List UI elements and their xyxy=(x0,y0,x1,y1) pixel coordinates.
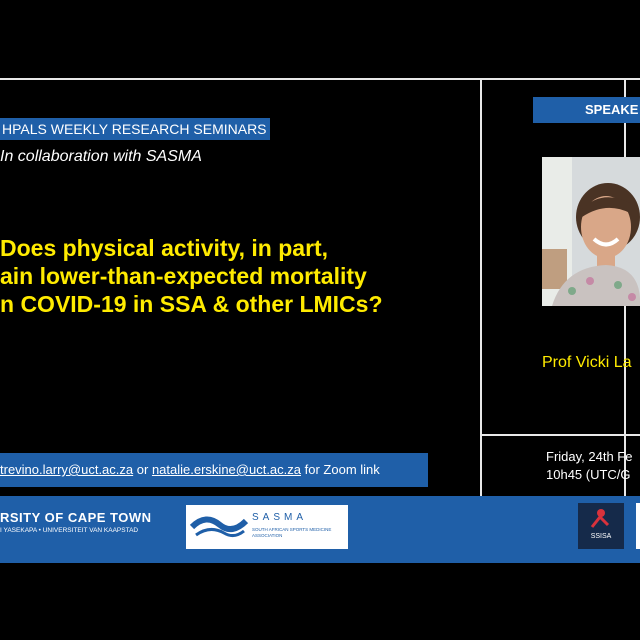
logo-footer xyxy=(0,496,640,563)
sasma-swoosh-icon xyxy=(186,505,250,549)
contact-suffix: for Zoom link xyxy=(304,462,380,477)
contact-connector: or xyxy=(136,462,149,477)
divider-top xyxy=(0,78,640,80)
uct-logo-name: RSITY OF CAPE TOWN xyxy=(0,510,152,525)
seminar-schedule xyxy=(546,448,632,484)
ssisa-runner-icon xyxy=(578,503,624,531)
question-line: ain lower-than-expected mortality xyxy=(0,263,367,289)
seminar-question xyxy=(0,234,478,318)
speaker-banner: SPEAKE xyxy=(533,97,640,123)
uct-logo xyxy=(0,510,152,534)
question-line: n COVID-19 in SSA & other LMICs? xyxy=(0,291,383,317)
sasma-subtitle: SOUTH AFRICAN SPORTS MEDICINE ASSOCIATION xyxy=(252,527,332,538)
series-title: HPALS WEEKLY RESEARCH SEMINARS xyxy=(0,118,270,140)
letterbox-top xyxy=(0,0,640,78)
video-slide[interactable] xyxy=(0,78,640,563)
collaboration-text: In collaboration with SASMA xyxy=(0,148,202,165)
contact-banner xyxy=(0,453,428,487)
email-link-erskine[interactable]: natalie.erskine@uct.ac.za xyxy=(151,462,302,477)
divider-vertical xyxy=(480,80,482,500)
speaker-photo xyxy=(542,157,640,306)
sasma-name: SASMA xyxy=(252,512,308,523)
uct-logo-subtitle: I YASEKAPA • UNIVERSITEIT VAN KAAPSTAD xyxy=(0,527,139,534)
logo-strip xyxy=(636,503,640,549)
sasma-logo xyxy=(186,505,348,549)
letterbox-bottom xyxy=(0,563,640,640)
ssisa-logo xyxy=(578,503,624,549)
ssisa-label: SSISA xyxy=(590,533,612,540)
email-link-trevino[interactable]: trevino.larry@uct.ac.za xyxy=(0,462,134,477)
question-line: Does physical activity, in part, xyxy=(0,235,329,261)
seminar-date: Friday, 24th Fe xyxy=(546,449,633,464)
divider-speaker-bottom xyxy=(480,434,640,436)
seminar-time: 10h45 (UTC/G xyxy=(546,467,631,482)
speaker-name: Prof Vicki La xyxy=(542,354,632,371)
